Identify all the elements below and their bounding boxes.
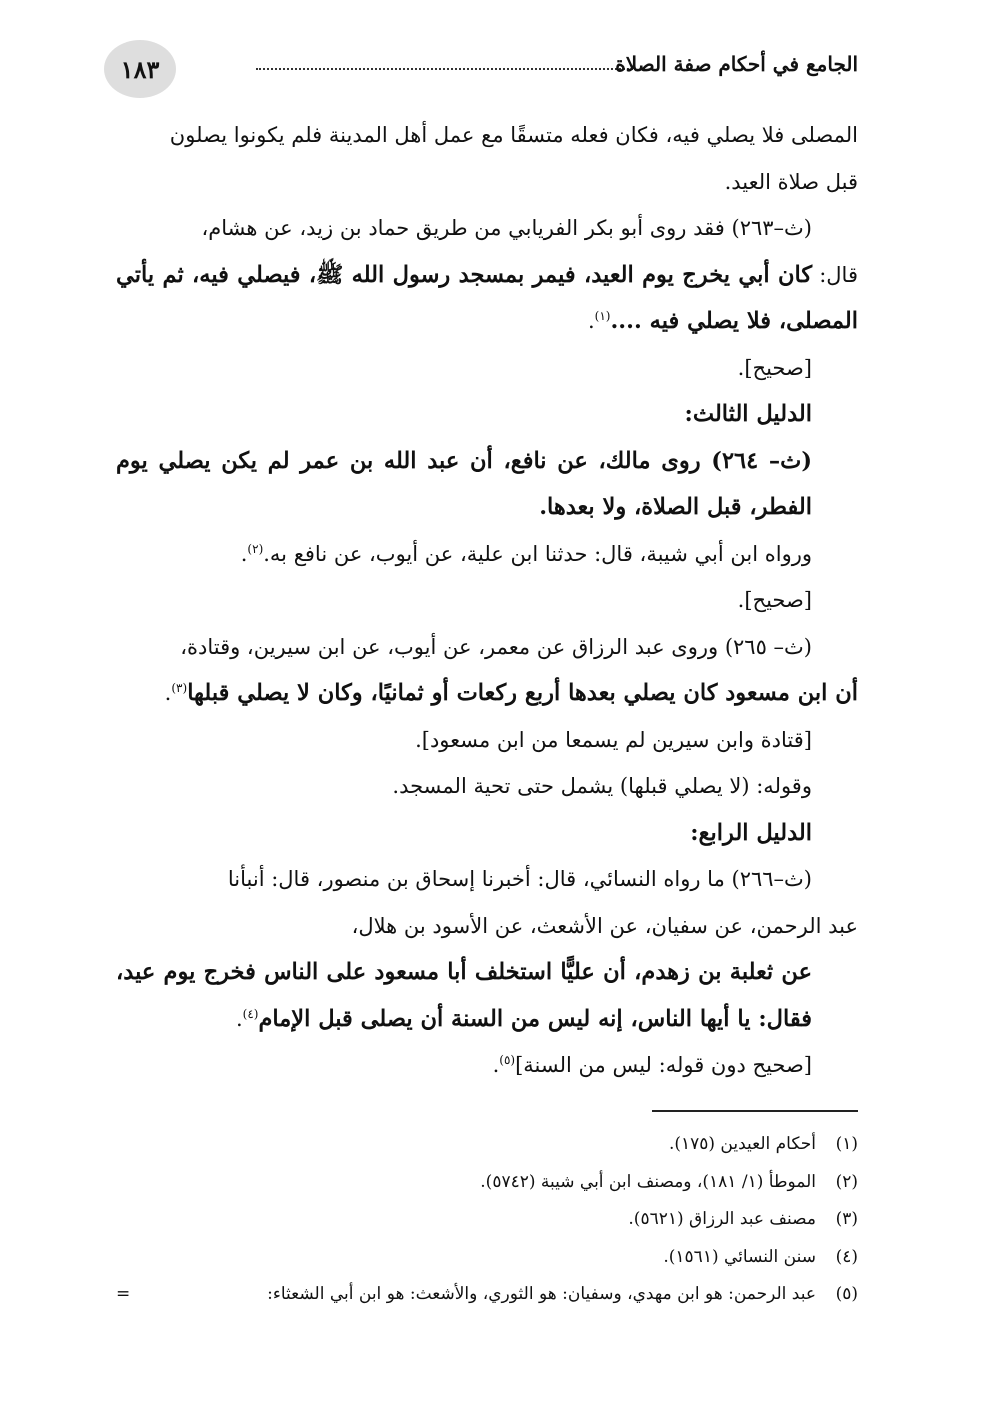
- footnotes: [116, 1126, 858, 1314]
- footnote-text: أحكام العيدين (١٧٥).: [668, 1134, 816, 1154]
- footnote-number: (٥): [835, 1284, 858, 1304]
- paragraph-athar-266: (ث–٢٦٦) ما رواه النسائي، قال: أخبرنا إسحاق بن منصور، قال: أنبأنا: [227, 867, 812, 891]
- running-title: الجامع في أحكام صفة الصلاة: [615, 52, 858, 76]
- footnote-5: [116, 1276, 858, 1314]
- paragraph-athar-263-text: [116, 252, 858, 345]
- footnote-text: مصنف عبد الرزاق (٥٦٢١).: [628, 1209, 816, 1229]
- period: .: [164, 681, 172, 705]
- page-number: ١٨٣: [120, 54, 160, 84]
- period: .: [240, 541, 248, 566]
- grading-sahih-2: [صحيح].: [737, 588, 812, 612]
- main-text: [116, 112, 858, 1089]
- header-dotted-rule: [256, 68, 636, 70]
- period: .: [235, 1006, 243, 1031]
- paragraph-comment: وقوله: (لا يصلي قبلها) يشمل حتى تحية المسجد.: [392, 774, 812, 798]
- footnote-ref-4: (٤): [242, 1006, 259, 1021]
- footnote-text: عبد الرحمن: هو ابن مهدي، وسفيان: هو الثوري، والأشعث: هو ابن أبي الشعثاء:: [267, 1284, 816, 1304]
- footnote-number: (٣): [835, 1209, 858, 1229]
- continuation-mark: =: [116, 1284, 131, 1304]
- paragraph-athar-266-line-2: عبد الرحمن، عن سفيان، عن الأشعث، عن الأسود بن هلال،: [351, 913, 858, 938]
- footnote-ref-1: (١): [594, 309, 611, 323]
- footnote-ref-5: (٥): [499, 1053, 516, 1067]
- page-number-badge: [104, 40, 176, 98]
- footnote-text: الموطأ (١/ ١٨١)، ومصنف ابن أبي شيبة (٥٧٤٢).: [480, 1171, 816, 1192]
- grading-sahih-1: [صحيح].: [737, 355, 812, 380]
- ibn-abi-shaybah-text: ورواه ابن أبي شيبة، قال: حدثنا ابن علية، عن أيوب، عن نافع به.: [263, 541, 812, 566]
- paragraph-1-line-1: المصلى فلا يصلي فيه، فكان فعله متسقًا مع عمل أهل المدينة فلم يكونوا يصلون: [169, 123, 858, 147]
- footnote-text: سنن النسائي (١٥٦١).: [663, 1246, 816, 1267]
- paragraph-athar-264: (ث– ٢٦٤) روى مالك، عن نافع، أن عبد الله بن عمر لم يكن يصلي يوم الفطر، قبل الصلاة، ولا بعدها.: [116, 447, 812, 520]
- grading-text: [صحيح دون قوله: ليس من السنة]: [515, 1053, 812, 1077]
- paragraph-1-line-2: قبل صلاة العيد.: [724, 169, 858, 194]
- footnote-number: (٢): [835, 1171, 858, 1192]
- footnote-ref-2: (٢): [247, 541, 264, 556]
- grading-qatadah: [قتادة وابن سيرين لم يسمعا من ابن مسعود].: [415, 727, 812, 752]
- athar-263-quote: كان أبي يخرج يوم العيد، فيمر بمسجد رسول الله ﷺ، فيصلي فيه، ثم يأتي المصلى، فلا يصلي فيه ....: [116, 261, 858, 334]
- page-header: [104, 40, 858, 110]
- heading-fourth-evidence: الدليل الرابع:: [690, 819, 812, 846]
- athar-266-quote: عن ثعلبة بن زهدم، أن عليًّا استخلف أبا مسعود على الناس فخرج يوم عيد، فقال: يا أيها الناس، إنه ليس من السنة أن يصلى قبل الإمام: [116, 959, 812, 1032]
- paragraph-athar-265-text: [116, 670, 858, 717]
- footnote-1: [116, 1126, 858, 1164]
- footnote-number: (٤): [835, 1246, 858, 1267]
- period: .: [587, 309, 595, 333]
- footnote-number: (١): [835, 1134, 858, 1154]
- qala-word: قال:: [812, 262, 858, 287]
- grading-sahih-3: [116, 1042, 858, 1089]
- footnote-3: [116, 1201, 858, 1239]
- footnote-2: [116, 1164, 858, 1202]
- footnote-4: [116, 1239, 858, 1277]
- heading-third-evidence: الدليل الثالث:: [684, 401, 812, 427]
- paragraph-athar-263: (ث–٢٦٣) فقد روى أبو بكر الفريابي من طريق حماد بن زيد، عن هشام،: [201, 216, 812, 240]
- footnote-separator: [652, 1110, 858, 1112]
- paragraph-ibn-abi-shaybah: [116, 531, 858, 578]
- period: .: [492, 1053, 500, 1077]
- athar-265-quote: أن ابن مسعود كان يصلي بعدها أربع ركعات أو ثمانيًا، وكان لا يصلي قبلها: [187, 680, 858, 706]
- footnote-ref-3: (٣): [171, 681, 188, 695]
- paragraph-athar-265: (ث– ٢٦٥) وروى عبد الرزاق عن معمر، عن أيوب، عن ابن سيرين، وقتادة،: [180, 634, 812, 659]
- paragraph-athar-266-text: [116, 949, 858, 1042]
